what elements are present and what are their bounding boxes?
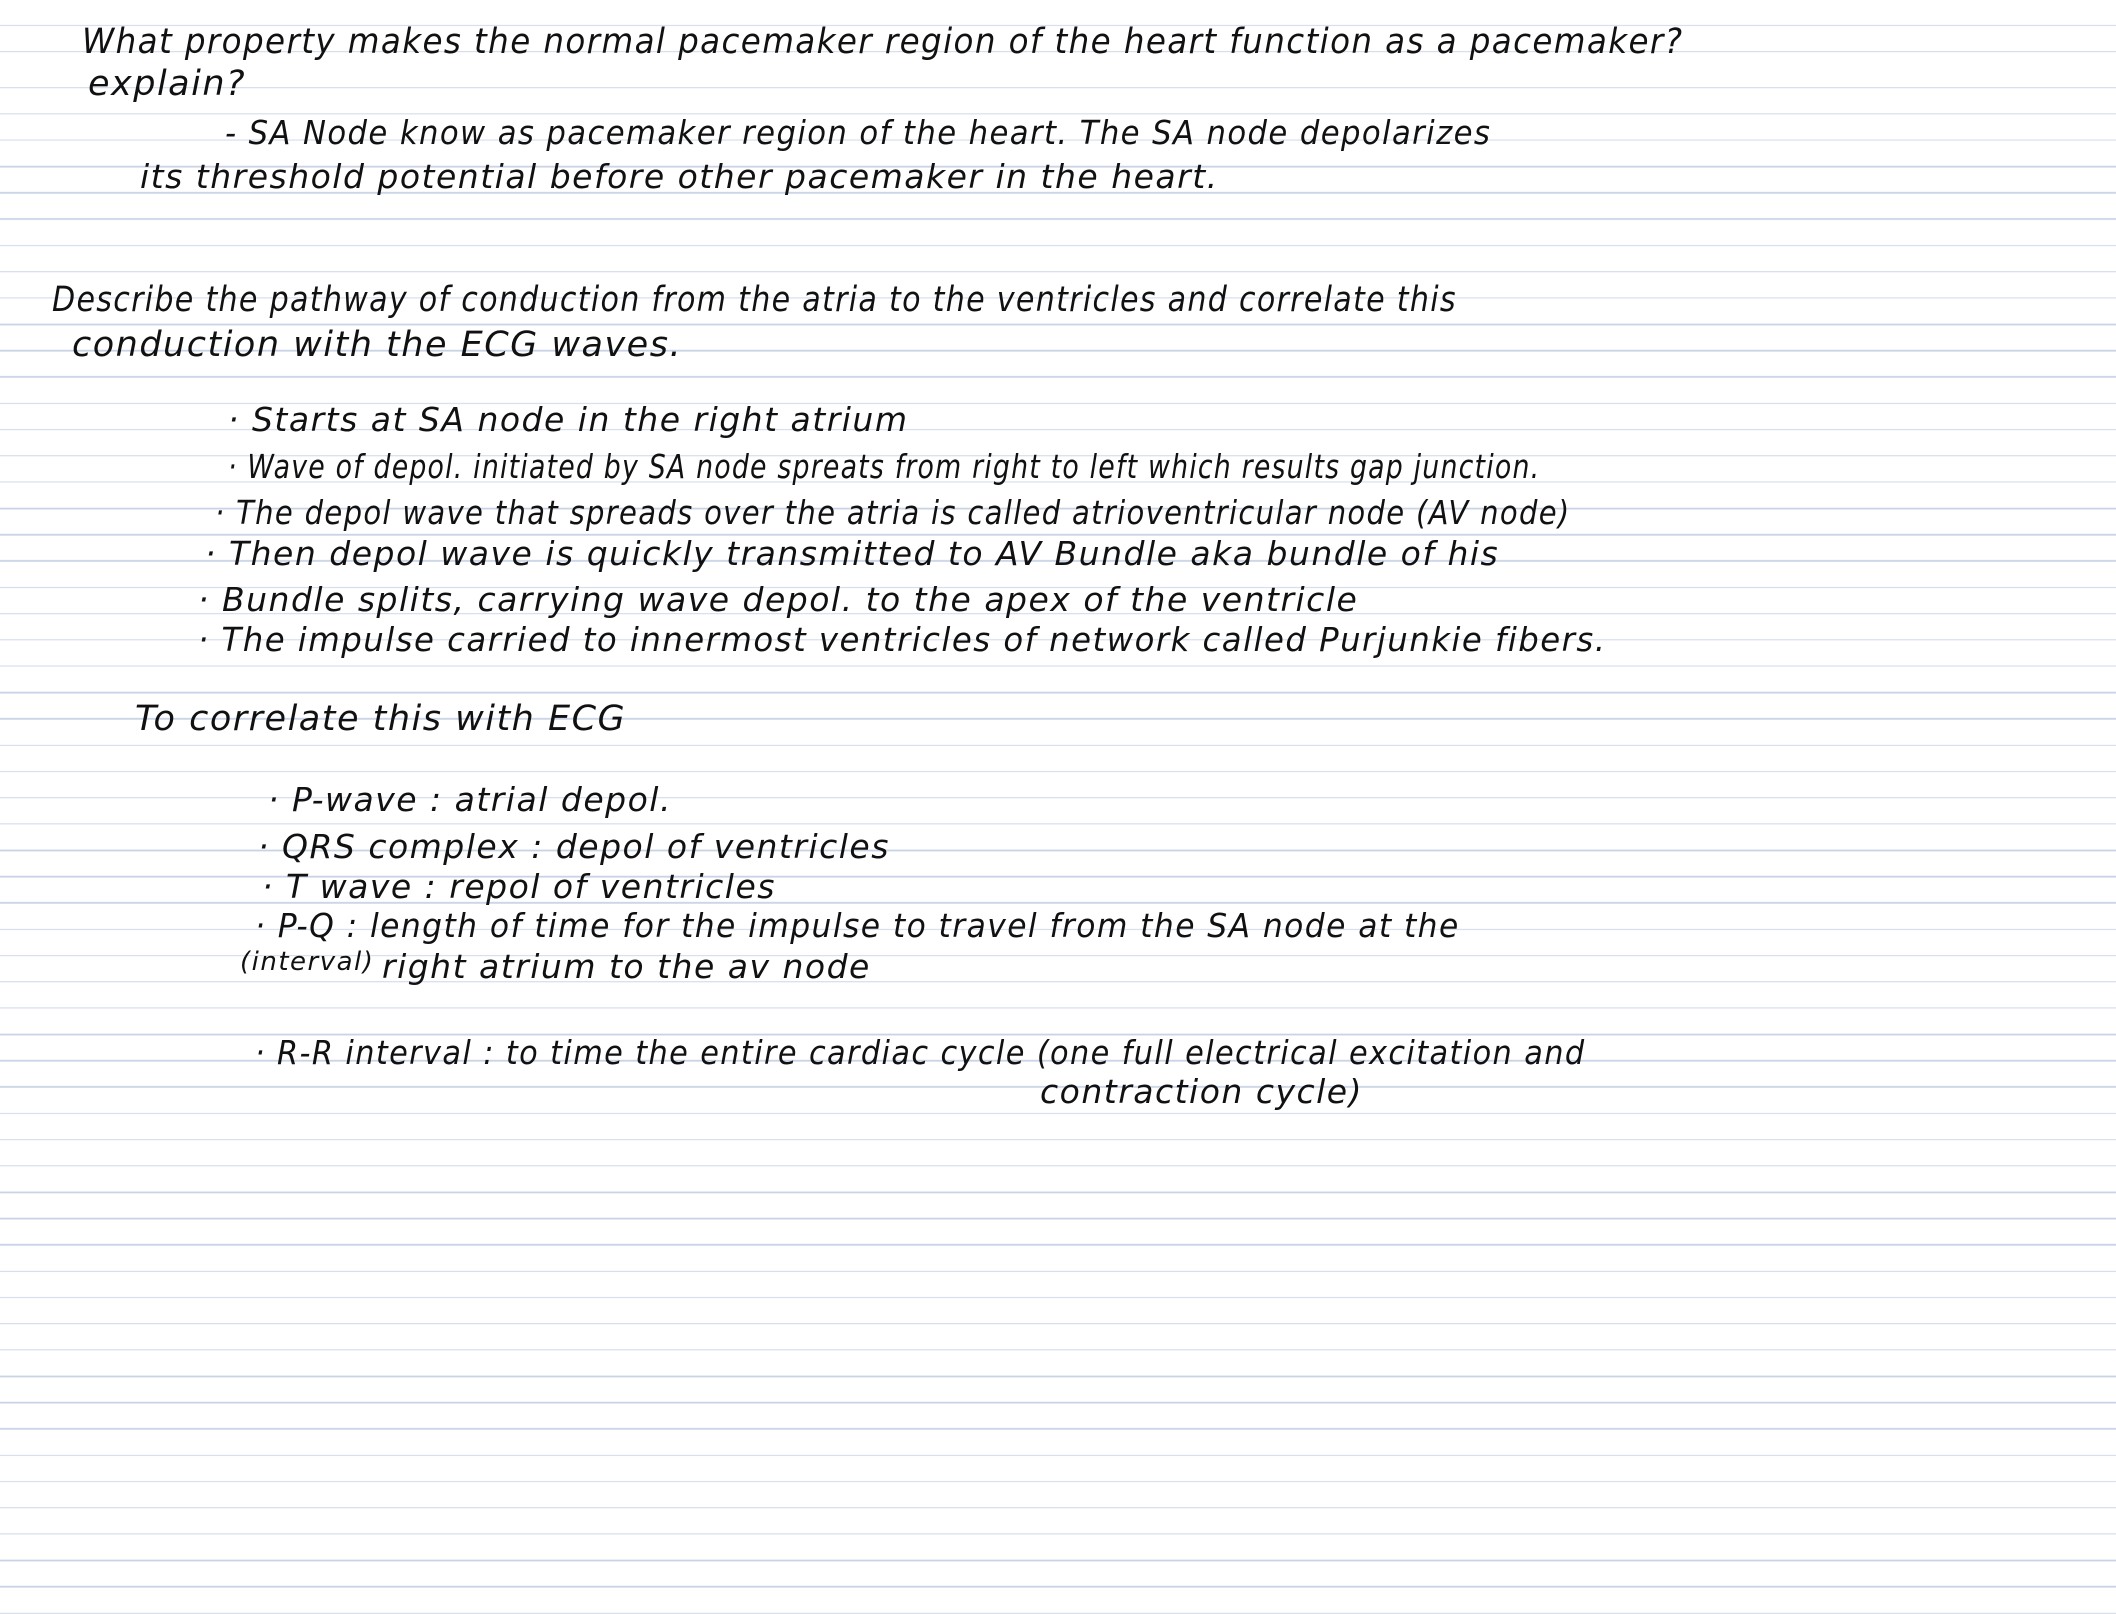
ecg-pq-interval-note: (interval): [240, 947, 375, 977]
question-2-line-1: Describe the pathway of conduction from the atria to the ventricles and correlate this: [52, 280, 1457, 320]
answer-1-line-1: - SA Node know as pacemaker region of the heart. The SA node depolarizes: [225, 113, 1492, 152]
ecg-bullet-qrs: · QRS complex : depol of ventricles: [258, 827, 890, 866]
ecg-bullet-pq: · P-Q : length of time for the impulse to travel from the SA node at the: [255, 906, 1460, 945]
ecg-bullet-rr-continued: contraction cycle): [1040, 1072, 1363, 1111]
question-1-line-1: What property makes the normal pacemaker region of the heart function as a pacemaker?: [82, 22, 1684, 62]
question-1-line-2: explain?: [88, 64, 247, 104]
ecg-bullet-rr: · R-R interval : to time the entire cardiac cycle (one full electrical excitation and: [255, 1033, 1586, 1072]
pathway-bullet-3: · The depol wave that spreads over the atria is called atrioventricular node (AV node): [215, 493, 1571, 532]
pathway-bullet-6: · The impulse carried to innermost ventricles of network called Purjunkie fibers.: [198, 620, 1607, 659]
ecg-bullet-p-wave: · P-wave : atrial depol.: [268, 780, 672, 819]
pathway-bullet-1: · Starts at SA node in the right atrium: [228, 400, 909, 439]
ecg-bullet-t-wave: · T wave : repol of ventricles: [262, 867, 776, 906]
pathway-bullet-4: · Then depol wave is quickly transmitted to AV Bundle aka bundle of his: [205, 534, 1500, 573]
ecg-section-heading: To correlate this with ECG: [135, 699, 627, 739]
ecg-bullet-pq-continued: right atrium to the av node: [382, 947, 871, 986]
question-2-line-2: conduction with the ECG waves.: [72, 325, 683, 365]
answer-1-line-2: its threshold potential before other pacemaker in the heart.: [140, 157, 1219, 196]
pathway-bullet-5: · Bundle splits, carrying wave depol. to the apex of the ventricle: [198, 580, 1359, 619]
pathway-bullet-2: · Wave of depol. initiated by SA node spreats from right to left which results gap junction.: [228, 447, 1541, 486]
